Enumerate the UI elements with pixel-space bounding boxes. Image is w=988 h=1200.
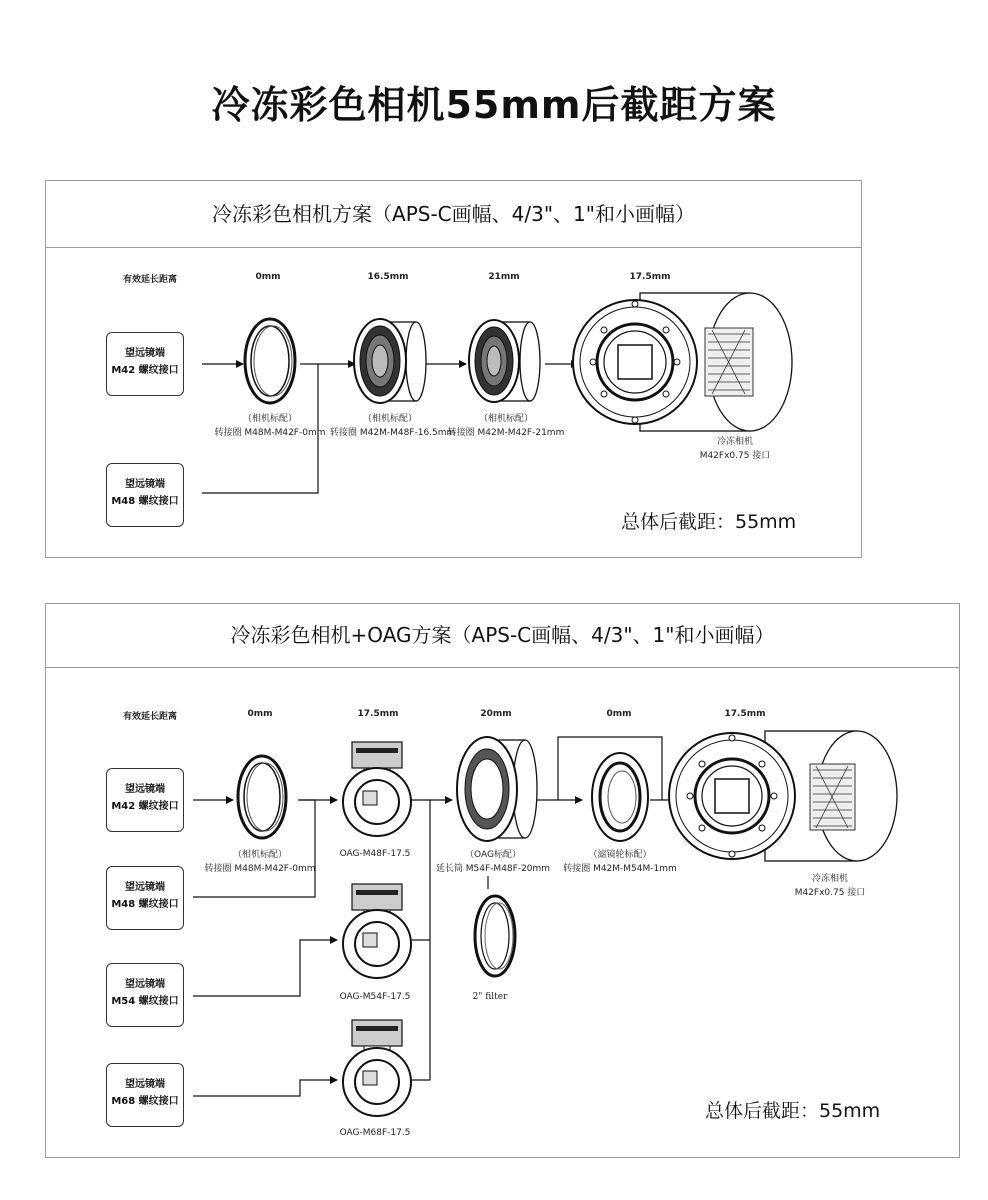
camera-line2: M42Fx0.75 接口 xyxy=(794,888,866,898)
component-note: （OAG标配） xyxy=(465,850,521,860)
input-box xyxy=(106,1063,184,1127)
distance-label: 0mm xyxy=(255,272,281,282)
component-caption xyxy=(560,848,680,876)
distance-label: 20mm xyxy=(480,709,512,719)
input-box xyxy=(106,768,184,832)
component-note: （相机标配） xyxy=(362,414,417,424)
distance-label: 0mm xyxy=(247,709,273,719)
distance-label: 0mm xyxy=(606,709,632,719)
input-line2: M42 螺纹接口 xyxy=(111,365,179,376)
component-caption xyxy=(330,412,456,440)
component-note: （滤镜轮标配） xyxy=(588,850,652,860)
camera-caption xyxy=(685,435,785,463)
component-note: （相机标配） xyxy=(242,414,297,424)
input-line2: M42 螺纹接口 xyxy=(111,801,179,812)
input-box xyxy=(106,332,184,396)
page-title: 冷冻彩色相机55mm后截距方案 xyxy=(211,83,777,127)
distance-label: 17.5mm xyxy=(629,272,671,282)
panel-basic-title: 冷冻彩色相机方案（APS-C画幅、4/3"、1"和小画幅） xyxy=(46,181,861,248)
panel-oag-title: 冷冻彩色相机+OAG方案（APS-C画幅、4/3"、1"和小画幅） xyxy=(46,604,959,668)
distance-header: 有效延长距离 xyxy=(122,275,177,285)
component-caption xyxy=(433,848,553,876)
input-box xyxy=(106,963,184,1027)
input-line2: M48 螺纹接口 xyxy=(111,899,179,910)
input-line1: 望远镜端 xyxy=(125,784,165,795)
component-name: 转接圈 M42M-M48F-16.5mm xyxy=(330,428,456,438)
camera-line1: 冷冻相机 xyxy=(811,874,848,884)
input-line1: 望远镜端 xyxy=(125,479,165,490)
input-line1: 望远镜端 xyxy=(125,348,165,359)
component-name: 转接圈 M48M-M42F-0mm xyxy=(214,428,326,438)
oag-caption: OAG-M54F-17.5 xyxy=(339,992,411,1002)
component-name: 转接圈 M48M-M42F-0mm xyxy=(204,864,316,874)
input-line2: M68 螺纹接口 xyxy=(111,1096,179,1107)
oag-caption: OAG-M68F-17.5 xyxy=(339,1128,411,1138)
total-back-focus: 总体后截距：55mm xyxy=(621,511,797,533)
input-line1: 望远镜端 xyxy=(125,882,165,893)
component-name: 转接圈 M42M-M42F-21mm xyxy=(447,428,565,438)
camera-line1: 冷冻相机 xyxy=(716,437,753,447)
distance-label: 16.5mm xyxy=(367,272,409,282)
oag-caption: OAG-M48F-17.5 xyxy=(339,849,411,859)
input-line2: M48 螺纹接口 xyxy=(111,496,179,507)
distance-label: 17.5mm xyxy=(357,709,399,719)
input-box xyxy=(106,866,184,930)
input-line1: 望远镜端 xyxy=(125,1079,165,1090)
camera-line2: M42Fx0.75 接口 xyxy=(699,451,771,461)
distance-label: 17.5mm xyxy=(724,709,766,719)
component-note: （相机标配） xyxy=(232,850,287,860)
distance-header: 有效延长距离 xyxy=(122,712,177,722)
filter-caption: 2" filter xyxy=(472,992,508,1002)
input-box xyxy=(106,463,184,527)
input-line2: M54 螺纹接口 xyxy=(111,996,179,1007)
distance-label: 21mm xyxy=(488,272,520,282)
camera-caption xyxy=(780,872,880,900)
component-name: 延长筒 M54F-M48F-20mm xyxy=(435,864,551,874)
input-line1: 望远镜端 xyxy=(125,979,165,990)
component-caption xyxy=(446,412,566,440)
component-note: （相机标配） xyxy=(478,414,533,424)
component-name: 转接圈 M42M-M54M-1mm xyxy=(563,864,677,874)
component-caption xyxy=(210,412,330,440)
total-back-focus: 总体后截距：55mm xyxy=(705,1100,881,1122)
component-caption xyxy=(200,848,320,876)
